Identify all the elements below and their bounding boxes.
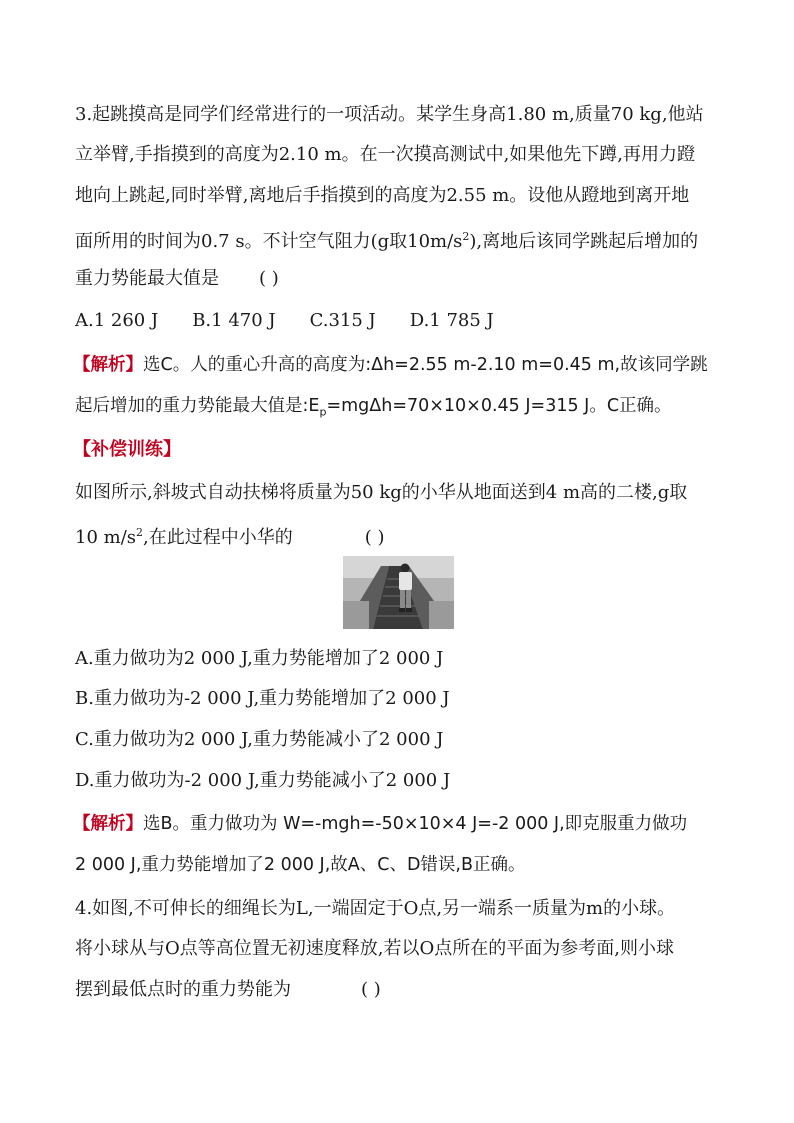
supplement-option-b: B.重力做功为-2 000 J,重力势能增加了2 000 J	[75, 688, 450, 709]
q3-line-5-text: 重力势能最大值是	[75, 268, 219, 289]
supplement-line-2	[75, 520, 385, 551]
q3-solution-line-1	[73, 352, 708, 378]
q3-line-4	[75, 224, 698, 255]
supplement-line-1: 如图所示,斜坡式自动扶梯将质量为50 kg的小华从地面送到4 m高的二楼,g取	[75, 482, 688, 503]
q3-answer-bracket: ( )	[259, 268, 279, 289]
supplement-option-d: D.重力做功为-2 000 J,重力势能减小了2 000 J	[75, 770, 451, 791]
q3-options	[75, 308, 494, 334]
escalator-illustration	[343, 556, 454, 629]
q4-line-2: 将小球从与O点等高位置无初速度释放,若以O点所在的平面为参考面,则小球	[75, 938, 674, 959]
q3-solution-line-2	[75, 393, 672, 426]
q3-solution-tag: 【解析】	[73, 355, 143, 375]
q4-answer-bracket: ( )	[361, 979, 381, 1000]
q3-line-4-a: 面所用的时间为0.7 s。不计空气阻力(g取10m/s	[75, 231, 463, 252]
supplement-answer-bracket: ( )	[364, 527, 385, 548]
supplement-option-c: C.重力做功为2 000 J,重力势能减小了2 000 J	[75, 729, 444, 750]
q4-line-1: 4.如图,不可伸长的细绳长为L,一端固定于O点,另一端系一质量为m的小球。	[75, 898, 676, 919]
q3-line-3: 地向上跳起,同时举臂,离地后手指摸到的高度为2.55 m。设他从蹬地到离开地	[75, 185, 690, 206]
supplement-solution-tag: 【解析】	[73, 814, 143, 834]
supplement-line-2-b: ,在此过程中小华的	[143, 527, 293, 548]
q3-option-d: D.1 785 J	[409, 310, 494, 331]
q3-option-c: C.315 J	[309, 310, 376, 331]
q3-solution-sub: p	[319, 405, 327, 419]
q4-line-3-text: 摆到最低点时的重力势能为	[75, 979, 291, 1000]
q3-solution-text-2a: 起后增加的重力势能最大值是:E	[75, 396, 320, 416]
q3-line-2: 立举臂,手指摸到的高度为2.10 m。在一次摸高测试中,如果他先下蹲,再用力蹬	[75, 144, 696, 165]
supplement-heading	[73, 437, 181, 463]
q3-line-1: 3.起跳摸高是同学们经常进行的一项活动。某学生身高1.80 m,质量70 kg,他站	[75, 104, 704, 125]
supplement-line-2-a: 10 m/s	[75, 527, 136, 548]
supplement-tag: 【补偿训练】	[73, 439, 181, 460]
q3-solution-text-1: 选C。人的重心升高的高度为:Δh=2.55 m-2.10 m=0.45 m,故该同学跳	[143, 355, 708, 375]
q3-line-4-b: ),离地后该同学跳起后增加的	[469, 231, 699, 252]
q3-line-5	[75, 266, 279, 292]
q4-line-3	[75, 977, 381, 1003]
escalator-photo	[343, 556, 454, 629]
supplement-option-a: A.重力做功为2 000 J,重力势能增加了2 000 J	[75, 648, 444, 669]
q3-solution-text-2b: =mgΔh=70×10×0.45 J=315 J。C正确。	[326, 396, 672, 416]
q3-line-4-sup: 2	[462, 230, 470, 243]
supplement-solution-text-1: 选B。重力做功为 W=-mgh=-50×10×4 J=-2 000 J,即克服重力做功	[143, 814, 688, 834]
q3-option-b: B.1 470 J	[192, 310, 276, 331]
q3-option-a: A.1 260 J	[75, 310, 159, 331]
supplement-solution-line-1	[73, 811, 687, 837]
supplement-line-2-sup: 2	[136, 526, 143, 539]
supplement-solution-line-2: 2 000 J,重力势能增加了2 000 J,故A、C、D错误,B正确。	[75, 855, 526, 875]
